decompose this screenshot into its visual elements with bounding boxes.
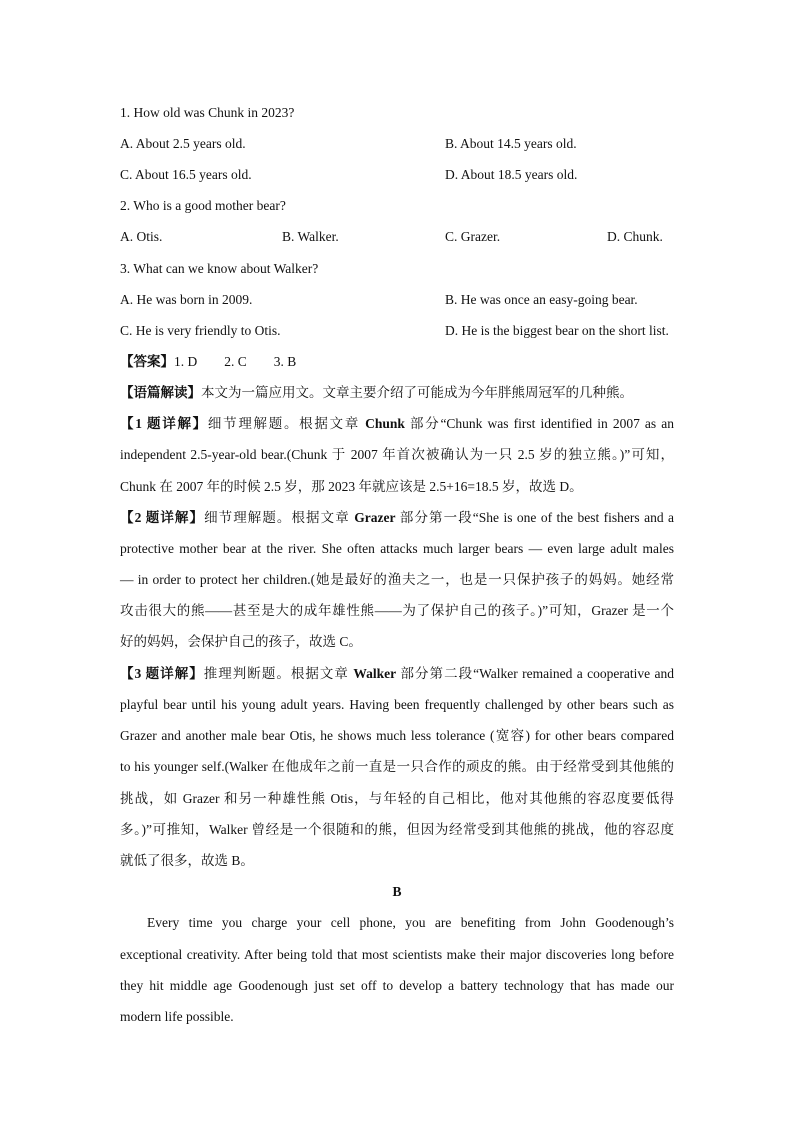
explain-2-tag: 【2 题详解】 [120, 510, 205, 525]
reading-tag: 【语篇解读】 [120, 385, 201, 400]
reading-text: 本文为一篇应用文。文章主要介绍了可能成为今年胖熊周冠军的几种熊。 [201, 385, 633, 400]
explain-1-line-2: independent 2.5-year-old bear.(Chunk 于 2007 年首次被确认为一只 2.5 岁的独立熊。)”可知， [120, 447, 674, 462]
question-2-stem: 2. Who is a good mother bear? [120, 198, 286, 213]
question-2-option-a: A. Otis. [120, 229, 163, 244]
answer-text: 1. D 2. C 3. B [174, 354, 297, 369]
explain-2-line-4: 攻击很大的熊——甚至是大的成年雄性熊——为了保护自己的孩子。)”可知，Grazer 是一个 [120, 603, 674, 618]
question-1-option-a: A. About 2.5 years old. [120, 136, 246, 151]
explain-2-pre: 细节理解题。根据文章 [204, 510, 355, 525]
explain-3-tag: 【3 题详解】 [120, 666, 204, 681]
reading-line [120, 384, 633, 402]
explain-2-text: 部分第一段“She is one of the best fishers and a [399, 510, 675, 525]
question-2-option-c: C. Grazer. [445, 229, 501, 244]
question-2-option-b: B. Walker. [282, 229, 339, 244]
passage-line-4: modern life possible. [120, 1009, 234, 1024]
explain-2-keyword: Grazer [354, 510, 396, 525]
question-1-option-b: B. About 14.5 years old. [445, 136, 577, 151]
explain-3-line-1 [120, 665, 674, 683]
answer-tag: 【答案】 [120, 354, 174, 369]
question-1-option-d: D. About 18.5 years old. [445, 167, 578, 182]
explain-1-keyword: Chunk [365, 416, 405, 431]
explain-1-text: 部分“Chunk was first identified in 2007 as an [410, 416, 675, 431]
explain-3-line-5: 挑战，如 Grazer 和另一种雄性熊 Otis，与年轻的自己相比，他对其他熊的容忍度要低得 [120, 791, 674, 806]
explain-3-line-2: playful bear until his young adult years. Having been frequently challenged by other bears such as [120, 697, 674, 712]
explain-3-line-7: 就低了很多，故选 B。 [120, 853, 254, 868]
explain-1-pre: 细节理解题。根据文章 [207, 416, 366, 431]
explain-3-text: 部分第二段“Walker remained a cooperative and [400, 666, 675, 681]
explain-2-line-5: 好的妈妈，会保护自己的孩子，故选 C。 [120, 634, 362, 649]
explain-3-line-4: to his younger self.(Walker 在他成年之前一直是一只合作的顽皮的熊。由于经常受到其他熊的 [120, 759, 674, 774]
explain-3-keyword: Walker [353, 666, 397, 681]
explain-1-tag: 【1 题详解】 [120, 416, 208, 431]
explain-2-line-2: protective mother bear at the river. She often attacks much larger bears — even large adult males [120, 541, 674, 556]
explain-2-line-3: — in order to protect her children.(她是最好的渔夫之一，也是一只保护孩子的妈妈。她经常 [120, 572, 674, 587]
question-1-stem: 1. How old was Chunk in 2023? [120, 105, 295, 120]
explain-1-line-1 [120, 415, 674, 433]
explain-2-line-1 [120, 509, 674, 527]
explain-1-line-3: Chunk 在 2007 年的时候 2.5 岁，那 2023 年就应该是 2.5+16=18.5 岁，故选 D。 [120, 479, 583, 494]
explain-3-line-3: Grazer and another male bear Otis, he shows much less tolerance (宽容) for other bears compared [120, 728, 674, 743]
question-3-option-c: C. He is very friendly to Otis. [120, 323, 281, 338]
passage-line-1: Every time you charge your cell phone, you are benefiting from John Goodenough’s [147, 915, 674, 930]
passage-line-2: exceptional creativity. After being told that most scientists make their major discoveries long before [120, 947, 674, 962]
question-3-stem: 3. What can we know about Walker? [120, 261, 319, 276]
question-3-option-b: B. He was once an easy-going bear. [445, 292, 638, 307]
question-1-option-c: C. About 16.5 years old. [120, 167, 252, 182]
explain-3-line-6: 多。)”可推知，Walker 曾经是一个很随和的熊，但因为经常受到其他熊的挑战，他的容忍度 [120, 822, 674, 837]
explain-3-pre: 推理判断题。根据文章 [203, 666, 354, 681]
question-3-option-d: D. He is the biggest bear on the short list. [445, 323, 669, 338]
answer-line [120, 353, 296, 371]
section-heading: B [392, 884, 402, 899]
passage-line-3: they hit middle age Goodenough just set off to develop a battery technology that has made our [120, 978, 674, 993]
question-3-option-a: A. He was born in 2009. [120, 292, 253, 307]
question-2-option-d: D. Chunk. [607, 229, 663, 244]
